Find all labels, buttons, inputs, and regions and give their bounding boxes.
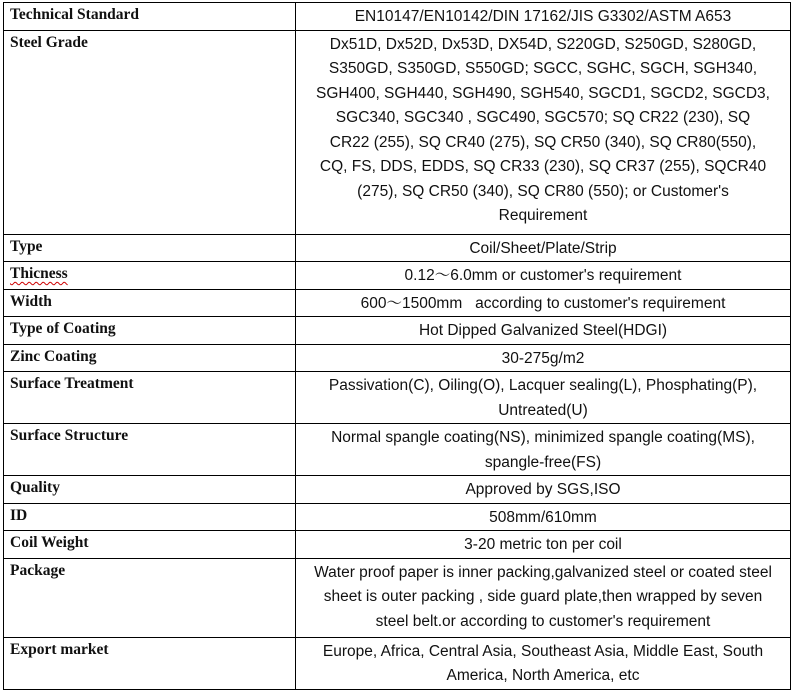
row-value: Coil/Sheet/Plate/Strip (296, 234, 791, 262)
row-value: 30-275g/m2 (296, 344, 791, 372)
row-label: Type of Coating (4, 317, 296, 345)
row-label: Type (4, 234, 296, 262)
spec-table (3, 2, 791, 690)
table-row (4, 476, 791, 504)
row-label: ID (4, 503, 296, 531)
row-label: Technical Standard (4, 3, 296, 31)
row-label (4, 262, 296, 290)
row-label: Quality (4, 476, 296, 504)
table-row (4, 3, 791, 31)
row-label: Surface Structure (4, 424, 296, 476)
table-row (4, 234, 791, 262)
row-label: Zinc Coating (4, 344, 296, 372)
row-value: Hot Dipped Galvanized Steel(HDGI) (296, 317, 791, 345)
table-row (4, 637, 791, 689)
table-row (4, 503, 791, 531)
table-row (4, 424, 791, 476)
row-label: Surface Treatment (4, 372, 296, 424)
row-value: EN10147/EN10142/DIN 17162/JIS G3302/ASTM A653 (296, 3, 791, 31)
row-label: Steel Grade (4, 30, 296, 234)
table-row (4, 531, 791, 559)
table-row (4, 30, 791, 234)
row-value: Normal spangle coating(NS), minimized spangle coating(MS), spangle-free(FS) (296, 424, 791, 476)
row-value: 508mm/610mm (296, 503, 791, 531)
table-row (4, 344, 791, 372)
row-value: 600～1500mm according to customer's requirement (296, 289, 791, 317)
table-row (4, 262, 791, 290)
table-row (4, 289, 791, 317)
row-label: Width (4, 289, 296, 317)
table-row (4, 317, 791, 345)
row-value: Passivation(C), Oiling(O), Lacquer sealing(L), Phosphating(P), Untreated(U) (296, 372, 791, 424)
row-label: Coil Weight (4, 531, 296, 559)
row-value: Water proof paper is inner packing,galvanized steel or coated steel sheet is outer packing , side guard plate,then wrapped by seven steel belt.or according to customer's requirement (296, 558, 791, 637)
table-row (4, 372, 791, 424)
row-label: Package (4, 558, 296, 637)
row-value: Europe, Africa, Central Asia, Southeast Asia, Middle East, South America, North America, etc (296, 637, 791, 689)
row-value: 0.12～6.0mm or customer's requirement (296, 262, 791, 290)
spellcheck-label: Thicness (10, 265, 68, 282)
row-value: Approved by SGS,ISO (296, 476, 791, 504)
table-row (4, 558, 791, 637)
row-label: Export market (4, 637, 296, 689)
row-value: Dx51D, Dx52D, Dx53D, DX54D, S220GD, S250GD, S280GD, S350GD, S350GD, S550GD; SGCC, SGHC, SGCH, SGH340, SGH400, SGH440, SGH490, SGH540, SGCD1, SGCD2, SGCD3, SGC340, SGC340 , SGC490, SGC570; SQ CR22 (230), SQ CR22 (255), SQ CR40 (275), SQ CR50 (340), SQ CR80(550), CQ, FS, DDS, EDDS, SQ CR33 (230), SQ CR37 (255), SQCR40 (275), SQ CR50 (340), SQ CR80 (550); or Customer's Requirement (296, 30, 791, 234)
row-value: 3-20 metric ton per coil (296, 531, 791, 559)
